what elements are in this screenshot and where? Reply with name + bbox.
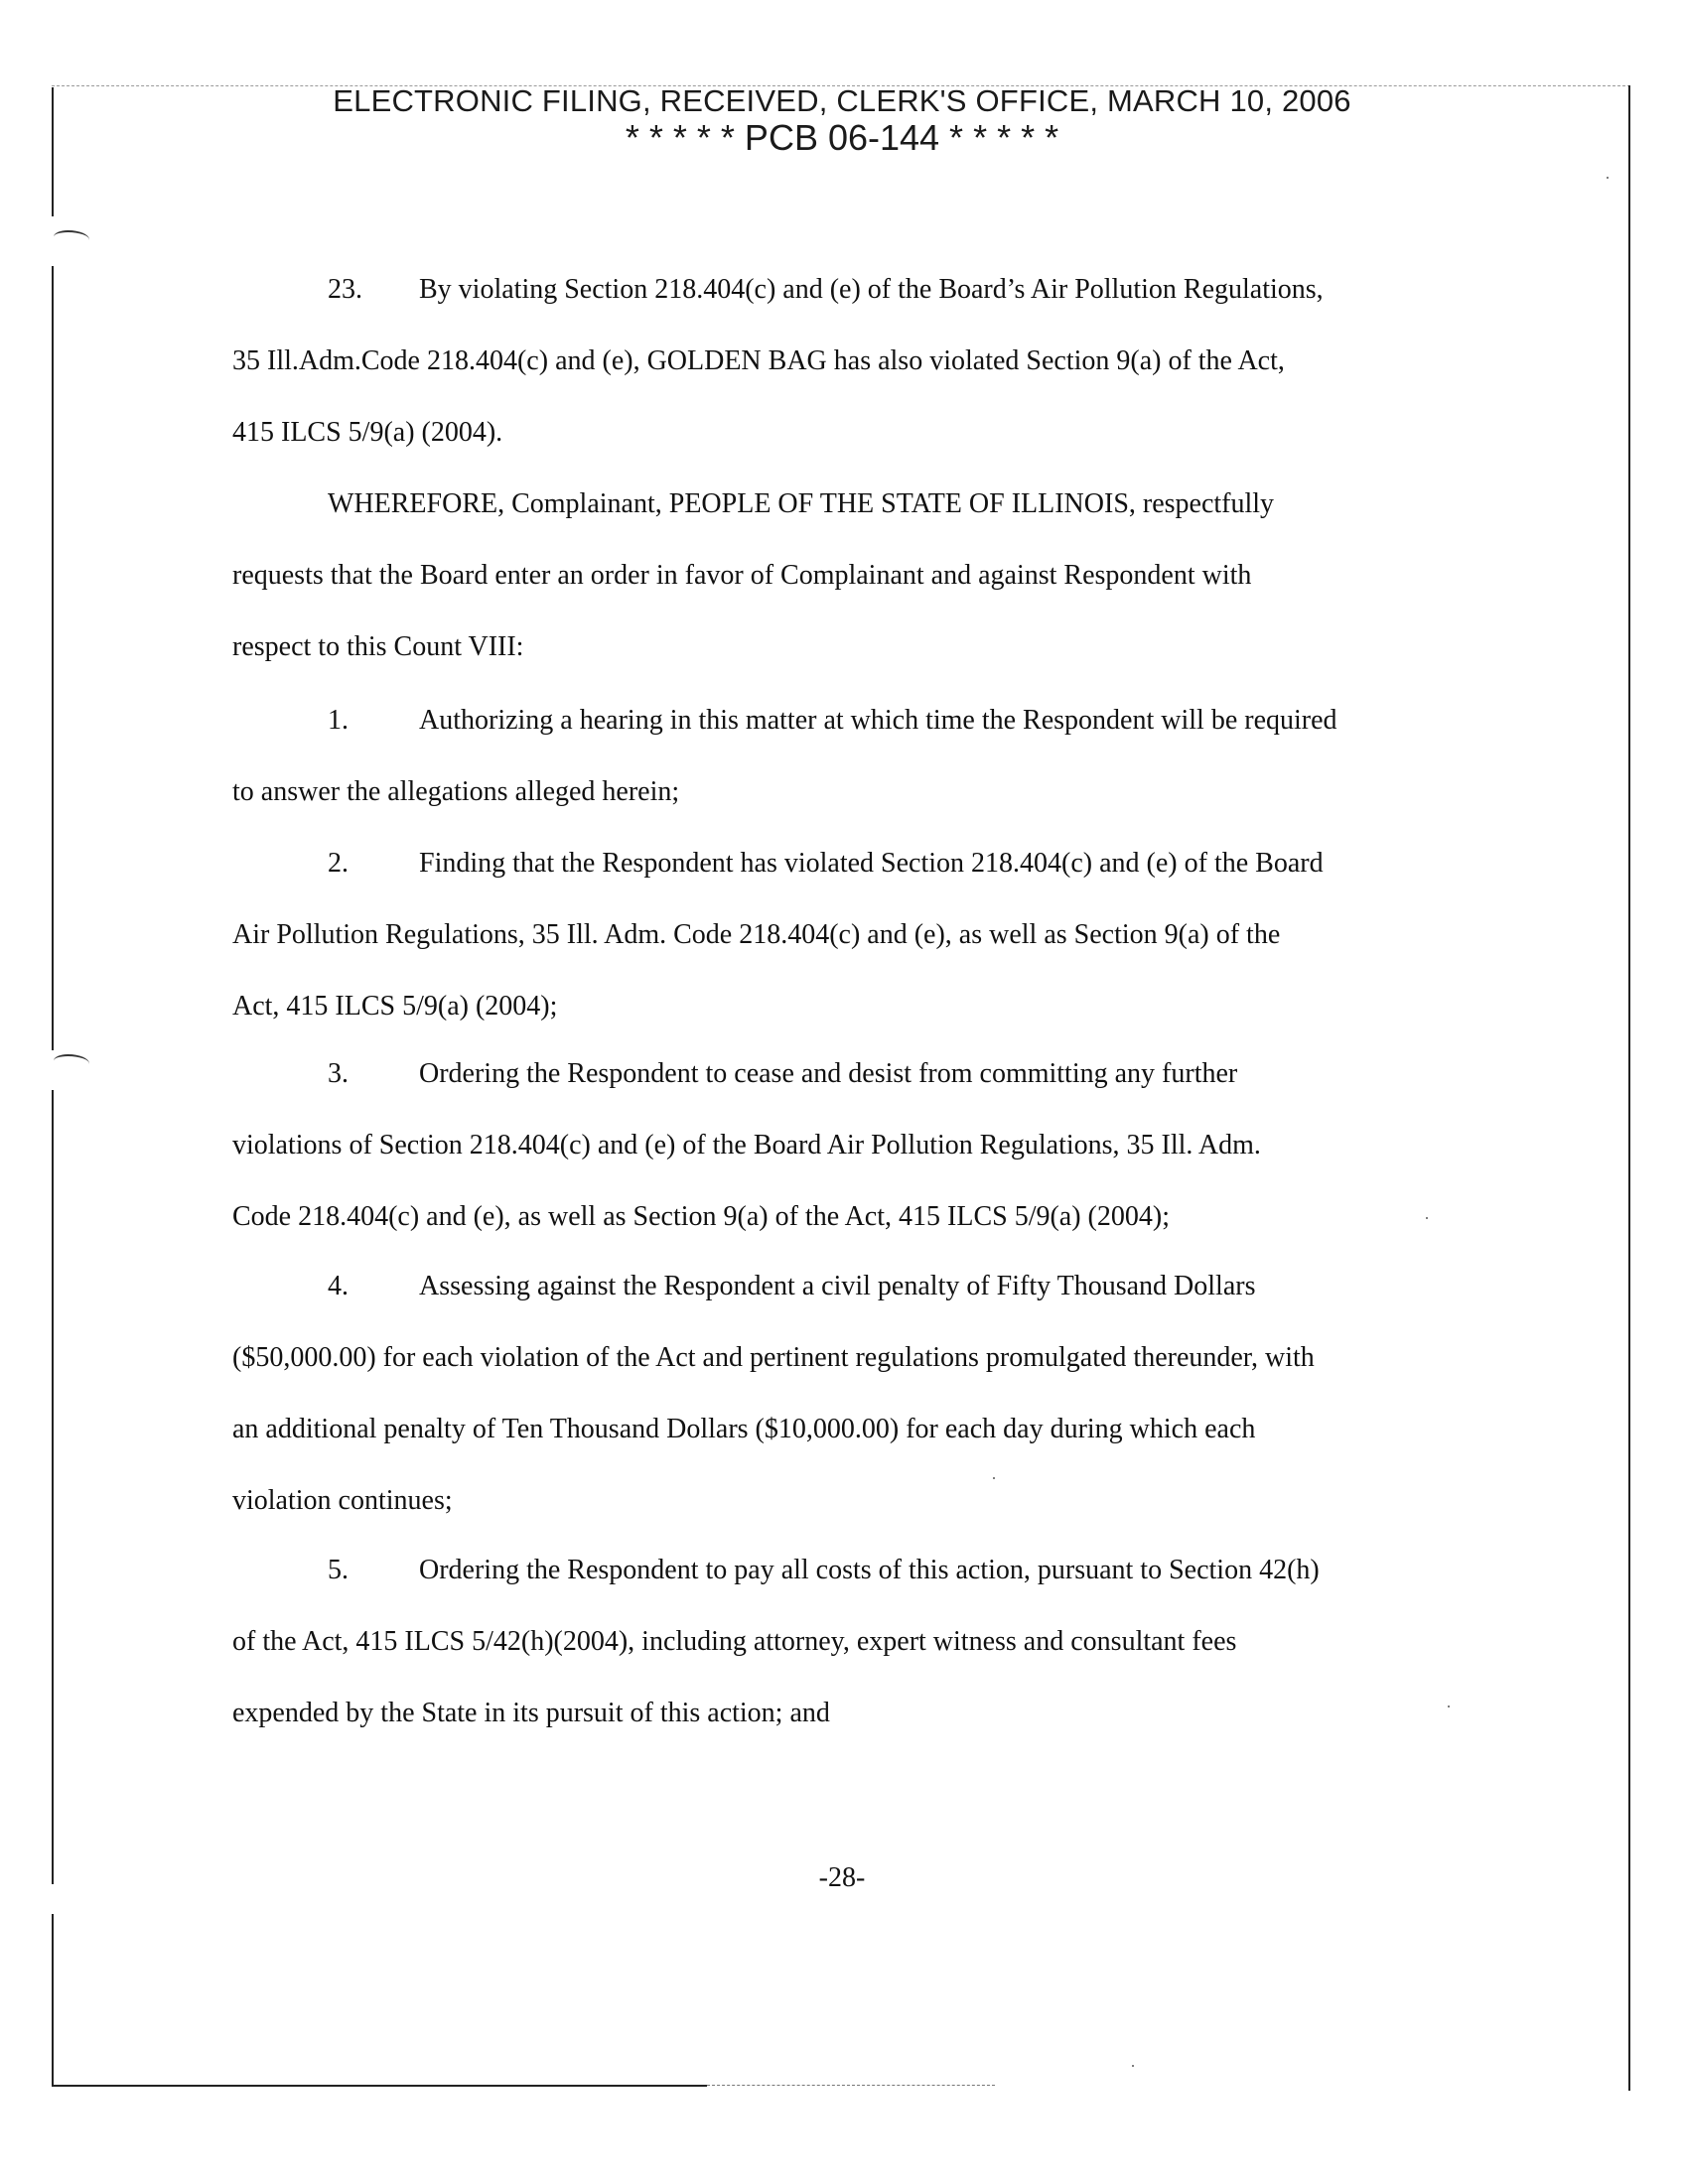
relief-item-4	[232, 1251, 1454, 1537]
electronic-filing-stamp	[0, 83, 1684, 157]
binder-hook-mark	[54, 230, 89, 246]
item-number: 4.	[328, 1271, 349, 1301]
relief-item-1	[232, 685, 1454, 828]
item-text: of the Act, 415 ILCS 5/42(h)(2004), including attorney, expert witness and consultant fees	[232, 1626, 1237, 1657]
item-text: Code 218.404(c) and (e), as well as Section 9(a) of the Act, 415 ILCS 5/9(a) (2004);	[232, 1201, 1170, 1232]
paragraph-text: 35 Ill.Adm.Code 218.404(c) and (e), GOLDEN BAG has also violated Section 9(a) of the Act,	[232, 345, 1285, 376]
binder-hook-mark	[54, 1054, 89, 1070]
paragraph-number: 23.	[328, 274, 362, 305]
paragraph-23	[232, 254, 1454, 469]
relief-item-3	[232, 1038, 1454, 1253]
item-text: Assessing against the Respondent a civil penalty of Fifty Thousand Dollars	[419, 1271, 1256, 1301]
item-text: to answer the allegations alleged herein;	[232, 776, 680, 807]
item-text: expended by the State in its pursuit of this action; and	[232, 1698, 830, 1728]
item-text: Authorizing a hearing in this matter at which time the Respondent will be required	[419, 705, 1337, 736]
relief-item-5	[232, 1535, 1454, 1749]
case-number-line: * * * * * PCB 06-144 * * * * *	[625, 117, 1059, 158]
item-number: 5.	[328, 1555, 349, 1585]
scan-frame-bottom	[52, 2085, 707, 2087]
scan-frame-left	[52, 1914, 54, 2085]
paragraph-text: 415 ILCS 5/9(a) (2004).	[232, 417, 503, 448]
item-text: Finding that the Respondent has violated Section 218.404(c) and (e) of the Board	[419, 848, 1324, 879]
item-text: violation continues;	[232, 1485, 453, 1516]
scan-frame-right	[1628, 85, 1630, 2091]
item-text: Ordering the Respondent to pay all costs of this action, pursuant to Section 42(h)	[419, 1555, 1320, 1585]
wherefore-text: requests that the Board enter an order in favor of Complainant and against Respondent with	[232, 560, 1252, 591]
item-number: 1.	[328, 705, 349, 736]
item-text: Air Pollution Regulations, 35 Ill. Adm. Code 218.404(c) and (e), as well as Section 9(a) of the	[232, 919, 1281, 950]
item-text: an additional penalty of Ten Thousand Dollars ($10,000.00) for each day during which each	[232, 1414, 1256, 1444]
page-number: -28-	[818, 1862, 866, 1893]
item-number: 3.	[328, 1058, 349, 1089]
item-number: 2.	[328, 848, 349, 879]
item-text: Act, 415 ILCS 5/9(a) (2004);	[232, 991, 558, 1022]
wherefore-text: WHEREFORE, Complainant, PEOPLE OF THE STATE OF ILLINOIS, respectfully	[328, 488, 1275, 519]
scan-frame-bottom	[707, 2085, 995, 2086]
wherefore-text: respect to this Count VIII:	[232, 631, 524, 662]
paragraph-text: By violating Section 218.404(c) and (e) of the Board’s Air Pollution Regulations,	[419, 274, 1324, 305]
scan-speck	[1607, 177, 1609, 179]
scan-speck	[1132, 2065, 1134, 2067]
wherefore-clause	[232, 469, 1454, 683]
item-text: Ordering the Respondent to cease and desist from committing any further	[419, 1058, 1238, 1089]
scan-frame-left	[52, 1090, 54, 1884]
relief-item-2	[232, 828, 1454, 1042]
filing-received-line: ELECTRONIC FILING, RECEIVED, CLERK'S OFFICE, MARCH 10, 2006	[333, 83, 1351, 118]
scan-frame-left	[52, 266, 54, 1050]
item-text: violations of Section 218.404(c) and (e) of the Board Air Pollution Regulations, 35 Ill. Adm.	[232, 1130, 1261, 1160]
item-text: ($50,000.00) for each violation of the Act and pertinent regulations promulgated thereunder, with	[232, 1342, 1315, 1373]
